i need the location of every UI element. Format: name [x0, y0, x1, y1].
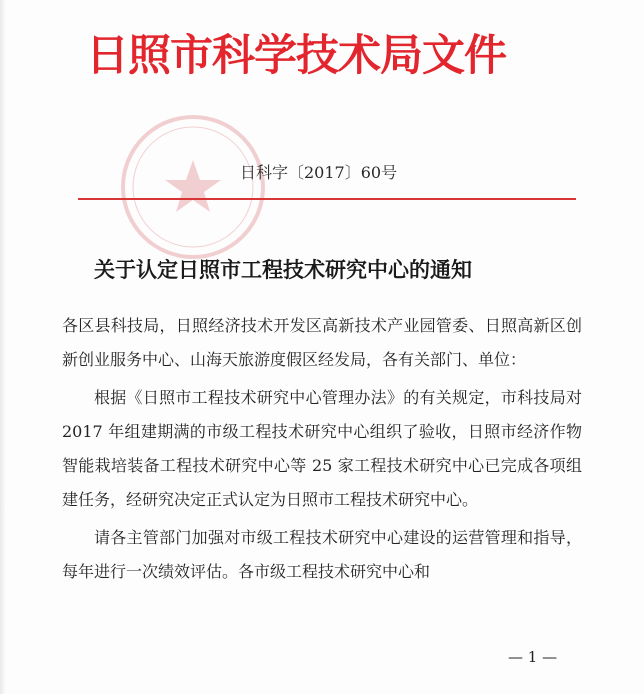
letterhead-title: 日照市科学技术局文件: [86, 31, 506, 81]
scan-edge-shadow: [0, 0, 6, 694]
star-icon: [165, 160, 221, 212]
notice-body: [62, 309, 582, 589]
body-paragraph-1: 根据《日照市工程技术研究中心管理办法》的有关规定，市科技局对 2017 年组建期满的市级工程技术研究中心组织了验收，日照市经济作物智能栽培装备工程技术研究中心等 25 家工程技术研究中心已完成各项组建任务，经研究决定正式认定为日照市工程技术研究中心。: [62, 388, 582, 509]
notice-title: 关于认定日照市工程技术研究中心的通知: [94, 258, 472, 282]
official-seal-icon: [118, 112, 268, 262]
body-paragraph-2: 请各主管部门加强对市级工程技术研究中心建设的运营管理和指导，每年进行一次绩效评估。各市级工程技术研究中心和: [62, 528, 582, 581]
page-number: — 1 —: [508, 648, 558, 666]
addressees-paragraph: 各区县科技局，日照经济技术开发区高新技术产业园管委、日照高新区创新创业服务中心、山海天旅游度假区经发局，各有关部门、单位：: [62, 316, 582, 369]
document-number: 日科字〔2017〕60号: [240, 163, 398, 182]
red-divider-rule: [78, 198, 576, 200]
